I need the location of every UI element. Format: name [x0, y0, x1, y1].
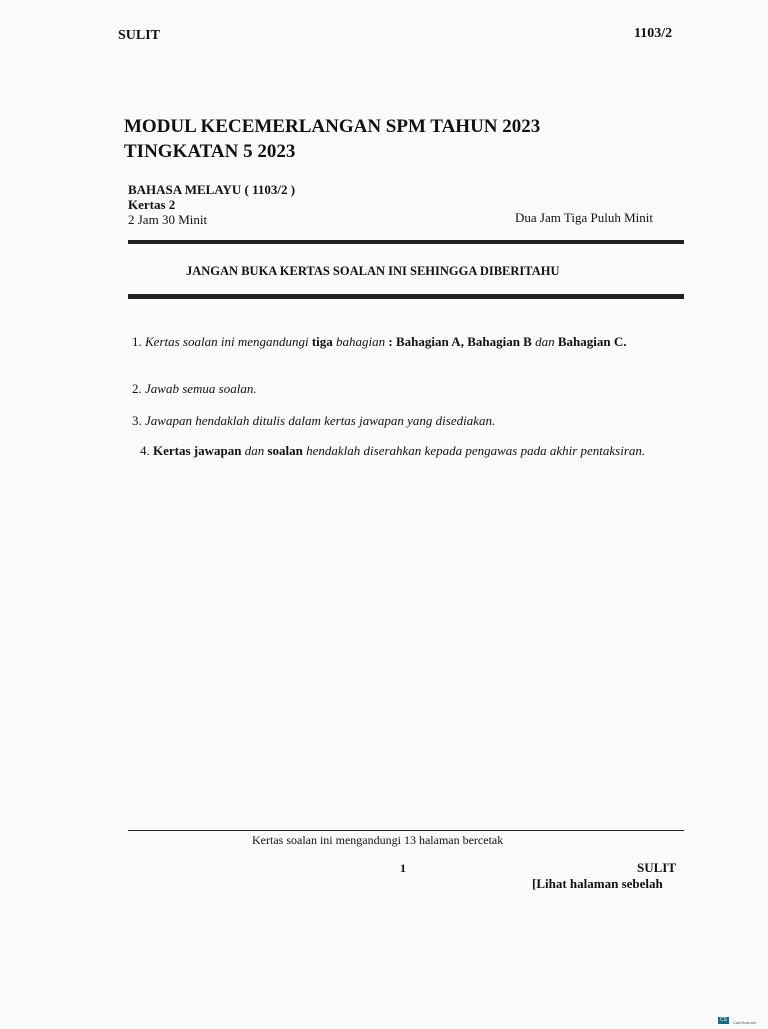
- instruction-4-text-d: hendaklah diserahkan kepada pengawas pada akhir pentaksiran.: [306, 443, 646, 458]
- warning-bottom-rule: [128, 294, 684, 299]
- instruction-1-text-f: ,: [460, 334, 464, 349]
- duration-numeric: 2 Jam 30 Minit: [128, 212, 208, 227]
- title-line-1: MODUL KECEMERLANGAN SPM TAHUN 2023: [124, 116, 541, 137]
- instruction-4-text-a: Kertas jawapan: [153, 443, 242, 458]
- instruction-item-3: [132, 413, 677, 429]
- instruction-1-text-c: bahagian: [336, 334, 386, 349]
- paper-name: Kertas 2: [128, 197, 176, 212]
- instruction-3-number: 3.: [132, 413, 142, 428]
- instruction-1-text-a: Kertas soalan ini mengandungi: [145, 334, 309, 349]
- instruction-1-number: 1.: [132, 334, 142, 349]
- title-line-2: TINGKATAN 5 2023: [124, 141, 296, 162]
- header-paper-code: 1103/2: [634, 26, 673, 41]
- footer-rule: [128, 830, 684, 831]
- camscanner-text: CamScanner: [733, 1020, 757, 1025]
- page-number: 1: [400, 861, 406, 875]
- header-sulit-label: SULIT: [118, 28, 161, 43]
- scanner-watermark: [718, 1011, 756, 1029]
- instruction-1-text-i: Bahagian C.: [557, 334, 627, 349]
- instruction-1-text-h: dan: [535, 334, 555, 349]
- instruction-item-2: [132, 381, 677, 397]
- subject-label: BAHASA MELAYU ( 1103/2 ): [128, 182, 296, 197]
- page-count-note: Kertas soalan ini mengandungi 13 halaman bercetak: [252, 833, 504, 847]
- camscanner-logo-icon: CS: [718, 1017, 729, 1024]
- instruction-item-1: [132, 334, 677, 350]
- instruction-1-text-e: Bahagian A: [396, 334, 461, 349]
- instruction-4-number: 4.: [140, 443, 150, 458]
- duration-words: Dua Jam Tiga Puluh Minit: [515, 210, 653, 225]
- warning-top-rule: [128, 240, 684, 244]
- footer-sulit-label: SULIT: [637, 860, 677, 875]
- document-title: [124, 114, 540, 164]
- instruction-3-text: Jawapan hendaklah ditulis dalam kertas jawapan yang disediakan.: [145, 413, 496, 428]
- instruction-1-text-b: tiga: [311, 334, 333, 349]
- instruction-2-text: Jawab semua soalan.: [145, 381, 257, 396]
- instruction-4-text-b: dan: [244, 443, 265, 458]
- next-page-note: [Lihat halaman sebelah: [532, 876, 663, 891]
- warning-text: JANGAN BUKA KERTAS SOALAN INI SEHINGGA DIBERITAHU: [186, 264, 560, 278]
- instruction-4-text-c: soalan: [267, 443, 303, 458]
- instruction-item-4: [140, 443, 660, 459]
- instruction-1-text-g: Bahagian B: [467, 334, 532, 349]
- instruction-1-text-d: :: [388, 334, 393, 349]
- instruction-2-number: 2.: [132, 381, 142, 396]
